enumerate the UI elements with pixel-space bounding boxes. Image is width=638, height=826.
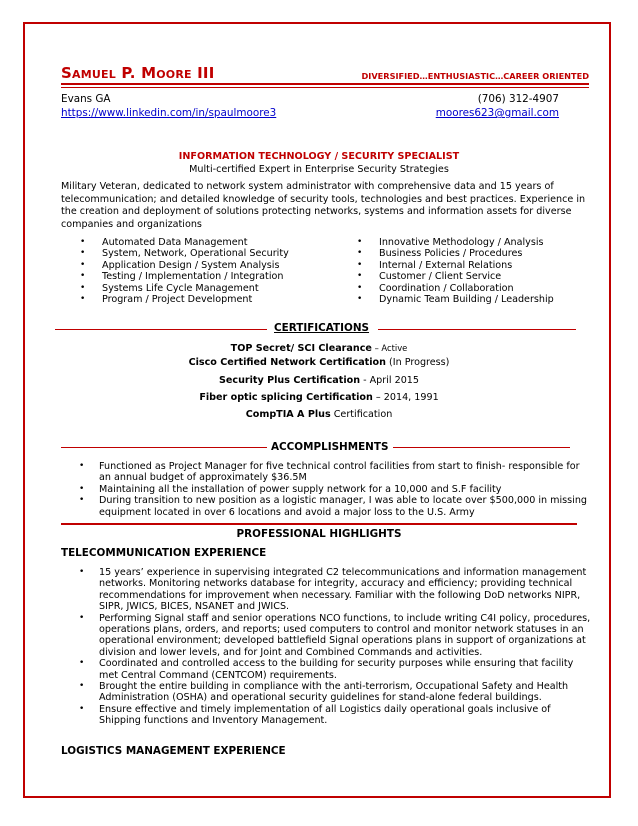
- telecom-list: [79, 567, 591, 727]
- list-item: • Program / Project Development: [80, 294, 342, 305]
- profile-subtitle: Multi-certified Expert in Enterprise Security Strategies: [189, 164, 449, 175]
- profile-title: INFORMATION TECHNOLOGY / SECURITY SPECIALIST: [178, 151, 460, 162]
- list-item: • Functioned as Project Manager for five technical control facilities from start to finish- responsible for an annual budget of approximately $36.5M: [79, 461, 591, 484]
- header-rule-thin: [61, 87, 589, 88]
- accomplishments-rule-left: [61, 447, 267, 448]
- list-item: • Business Policies / Procedures: [357, 248, 597, 259]
- list-item: • Performing Signal staff and senior operations NCO functions, to include writing C4I policy, procedures, operations plans, orders, and reports; used computers to control and monitor network statuses in an operational environment; developed battlefield Signal operations plans in support of organizations at division and lower levels, and for Joint and Combined Commands and activities.: [79, 613, 591, 659]
- highlights-rule: [61, 523, 577, 525]
- cert-detail: – Active: [371, 343, 408, 353]
- cert-item: [0, 343, 638, 354]
- list-item: • Innovative Methodology / Analysis: [357, 237, 597, 248]
- cert-name: Fiber optic splicing Certification: [199, 392, 373, 403]
- list-item: • Customer / Client Service: [357, 271, 597, 282]
- cert-item: [0, 409, 638, 420]
- cert-detail: – 2014, 1991: [372, 392, 439, 403]
- location: Evans GA: [61, 93, 111, 105]
- list-item: • System, Network, Operational Security: [80, 248, 342, 259]
- list-item: • Brought the entire building in compliance with the anti-terrorism, Occupational Safety and Health Administration (OSHA) and operational security guidelines for stand-alone federal buildings.: [79, 681, 591, 704]
- accomplishments-list: [79, 461, 591, 518]
- cert-name: TOP Secret/ SCI Clearance: [230, 343, 372, 354]
- highlights-heading-text: PROFESSIONAL HIGHLIGHTS: [236, 528, 402, 540]
- list-item: • Dynamic Team Building / Leadership: [357, 294, 597, 305]
- phone: (706) 312-4907: [477, 93, 559, 105]
- cert-detail: Certification: [330, 409, 393, 420]
- accomplishments-heading: ACCOMPLISHMENTS: [271, 441, 389, 453]
- list-item: • Internal / External Relations: [357, 260, 597, 271]
- header-rule: [61, 83, 589, 85]
- skills-right-list: [357, 237, 597, 305]
- highlights-heading: [0, 528, 638, 540]
- cert-name: Cisco Certified Network Certification: [188, 357, 386, 368]
- list-item: • Coordinated and controlled access to the building for security purposes while ensuring that facility met Central Command (CENTCOM) requirements.: [79, 658, 591, 681]
- telecom-heading: TELECOMMUNICATION EXPERIENCE: [61, 547, 267, 559]
- candidate-name: [61, 64, 214, 82]
- email-link[interactable]: moores623@gmail.com: [435, 107, 559, 119]
- cert-item: [0, 375, 638, 386]
- logistics-heading: LOGISTICS MANAGEMENT EXPERIENCE: [61, 745, 286, 757]
- profile-summary: Military Veteran, dedicated to network system administrator with comprehensive data and 15 years of telecommunication; and detailed knowledge of security tools, technologies and best practices. Experience in the creation and deployment of solutions protecting networks, systems and information assets for diverse companies and organizations: [61, 181, 586, 230]
- list-item: • Application Design / System Analysis: [80, 260, 342, 271]
- list-item: • 15 years’ experience in supervising integrated C2 telecommunications and information management networks. Monitoring networks database for integrity, accuracy and efficiency; providing technical recommendations for improvement when necessary. Familiar with the following DoD networks NIPR, SIPR, JWICS, BICES, NSANET and JWICS.: [79, 567, 591, 613]
- list-item: • Maintaining all the installation of power supply network for a 10,000 and S.F facility: [79, 484, 591, 495]
- list-item: • Ensure effective and timely implementation of all Logistics daily operational goals inclusive of Shipping functions and Inventory Management.: [79, 704, 591, 727]
- cert-name: Security Plus Certification: [218, 375, 361, 386]
- list-item: • Coordination / Collaboration: [357, 283, 597, 294]
- cert-item: [0, 392, 638, 403]
- cert-name: CompTIA A Plus: [245, 409, 331, 420]
- linkedin-link[interactable]: https://www.linkedin.com/in/spaulmoore3: [61, 107, 277, 119]
- certifications-heading: CERTIFICATIONS: [274, 322, 370, 334]
- certifications-rule-right: [378, 329, 576, 330]
- certifications-rule-left: [55, 329, 267, 330]
- cert-detail: - April 2015: [360, 375, 420, 386]
- cert-detail: (In Progress): [385, 357, 450, 368]
- list-item: • During transition to new position as a logistic manager, I was able to locate over $500,000 in missing equipment located in over 6 locations and avoid a major loss to the U.S. Army: [79, 495, 591, 518]
- cert-item: [0, 357, 638, 368]
- list-item: • Automated Data Management: [80, 237, 342, 248]
- accomplishments-rule-right: [393, 447, 570, 448]
- list-item: • Systems Life Cycle Management: [80, 283, 342, 294]
- candidate-name-text: Samuel P. Moore III: [61, 64, 215, 82]
- skills-left-list: [80, 237, 342, 305]
- list-item: • Testing / Implementation / Integration: [80, 271, 342, 282]
- tagline: DIVERSIFIED…ENTHUSIASTIC…CAREER ORIENTED: [361, 71, 589, 81]
